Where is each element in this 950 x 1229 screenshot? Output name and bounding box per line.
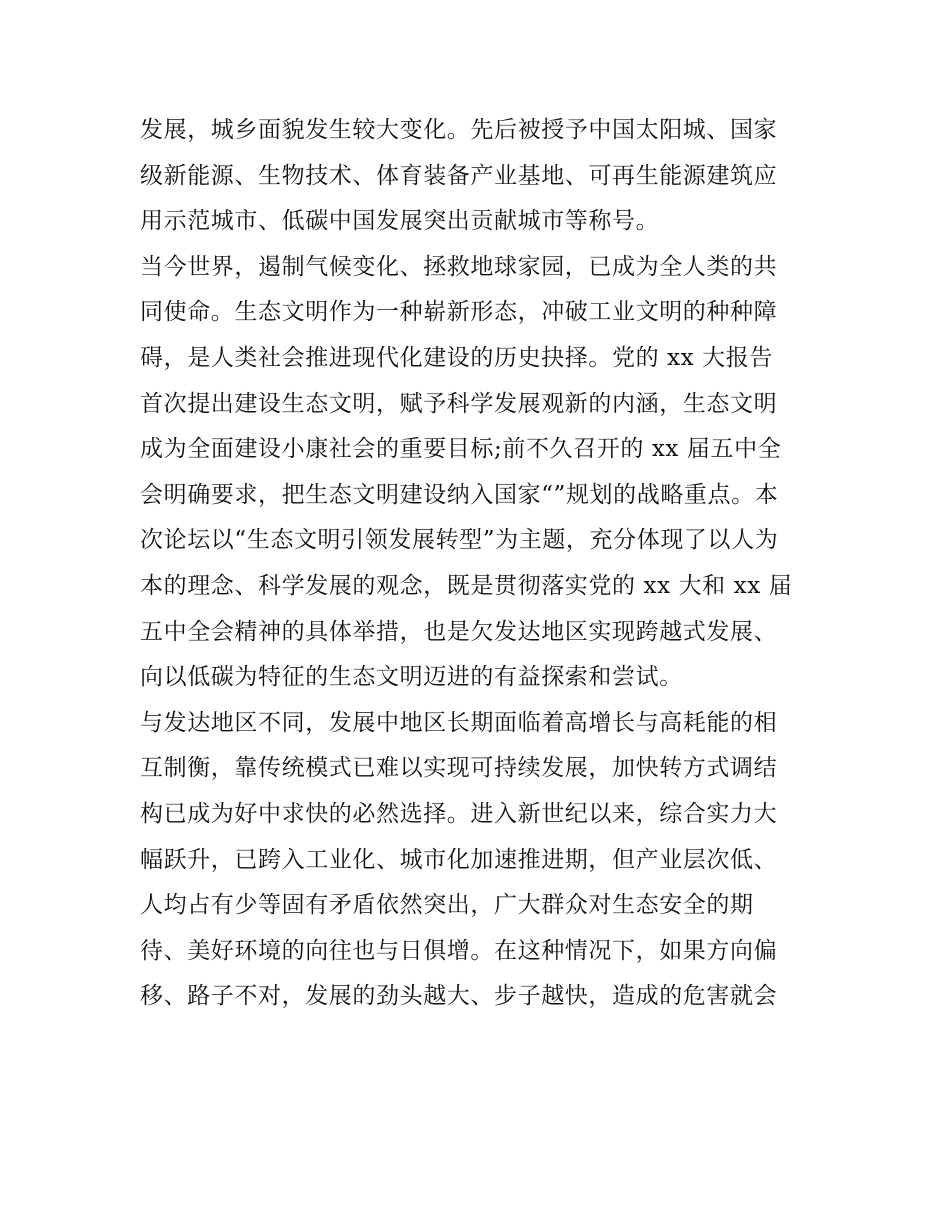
text-line: 首次提出建设生态文明，赋予科学发展观新的内涵，生态文明 <box>140 390 778 417</box>
text-line: 构已成为好中求快的必然选择。进入新世纪以来，综合实力大 <box>140 800 778 827</box>
text-line: 级新能源、生物技术、体育装备产业基地、可再生能源建筑应 <box>140 162 778 189</box>
text-line: 碍，是人类社会推进现代化建设的历史抉择。党的 xx 大报告 <box>140 344 773 371</box>
body-text <box>140 108 820 1020</box>
text-line: 人均占有少等固有矛盾依然突出，广大群众对生态安全的期 <box>140 892 754 919</box>
text-line: 幅跃升，已跨入工业化、城市化加速推进期，但产业层次低、 <box>140 846 778 873</box>
text-line: 发展，城乡面貌发生较大变化。先后被授予中国太阳城、国家 <box>140 117 778 143</box>
text-line: 本的理念、科学发展的观念，既是贯彻落实党的 xx 大和 xx 届 <box>140 572 793 599</box>
text-line: 同使命。生态文明作为一种崭新形态，冲破工业文明的种种障 <box>140 299 778 326</box>
text-line: 用示范城市、低碳中国发展突出贡献城市等称号。 <box>140 208 660 235</box>
text-line: 移、路子不对，发展的劲头越大、步子越快，造成的危害就会 <box>140 983 778 1010</box>
text-line: 向以低碳为特征的生态文明迈进的有益探索和尝试。 <box>140 664 683 691</box>
text-line: 互制衡，靠传统模式已难以实现可持续发展，加快转方式调结 <box>140 755 778 782</box>
text-line: 待、美好环境的向往也与日俱增。在这种情况下，如果方向偏 <box>140 937 778 964</box>
text-line: 五中全会精神的具体举措，也是欠发达地区实现跨越式发展、 <box>140 618 778 645</box>
text-line: 与发达地区不同，发展中地区长期面临着高增长与高耗能的相 <box>140 709 778 736</box>
text-line: 当今世界，遏制气候变化、拯救地球家园，已成为全人类的共 <box>140 253 778 280</box>
text-line: 会明确要求，把生态文明建设纳入国家“”规划的战略重点。本 <box>140 481 779 508</box>
text-line: 次论坛以“生态文明引领发展转型”为主题，充分体现了以人为 <box>140 527 779 554</box>
text-line: 成为全面建设小康社会的重要目标;前不久召开的 xx 届五中全 <box>140 436 782 463</box>
